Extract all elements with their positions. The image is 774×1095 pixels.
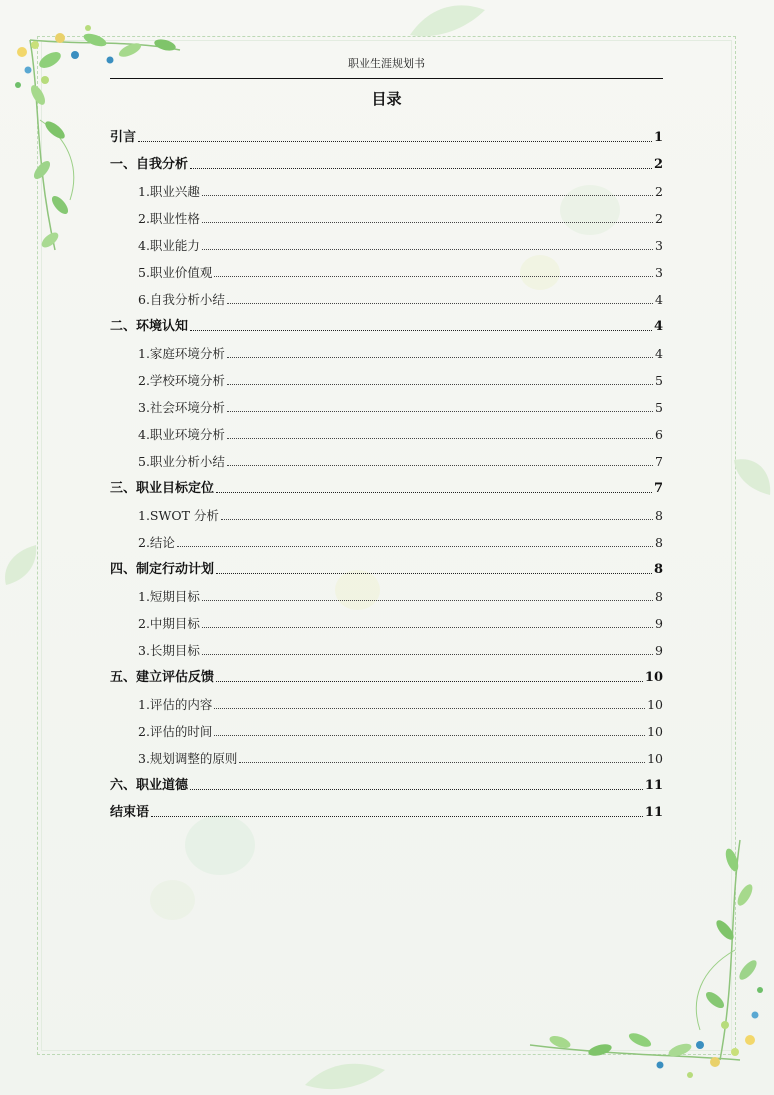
toc-entry[interactable] bbox=[110, 171, 663, 198]
toc-entry[interactable] bbox=[110, 657, 663, 684]
toc-entry-label: 2.评估的时间 bbox=[138, 724, 213, 739]
toc-entry[interactable] bbox=[110, 576, 663, 603]
toc-entry-label: 2.结论 bbox=[138, 535, 175, 550]
toc-entry-page: 9 bbox=[655, 643, 663, 658]
toc-entry-label: 4.职业环境分析 bbox=[138, 427, 225, 442]
toc-entry-label: 1.评估的内容 bbox=[138, 697, 213, 712]
toc-entry-label: 6.自我分析小结 bbox=[138, 292, 225, 307]
toc-dot-leader bbox=[216, 681, 643, 682]
toc-dot-leader bbox=[202, 222, 653, 223]
toc-entry[interactable] bbox=[110, 306, 663, 333]
toc-entry-label: 1.SWOT 分析 bbox=[138, 508, 219, 523]
toc-entry-page: 5 bbox=[655, 400, 663, 415]
toc-entry-label: 一、自我分析 bbox=[110, 157, 189, 172]
toc-entry-page: 8 bbox=[653, 562, 663, 577]
toc-entry-page: 6 bbox=[655, 427, 663, 442]
toc-entry-label: 1.职业兴趣 bbox=[138, 184, 200, 199]
toc-entry[interactable] bbox=[110, 387, 663, 414]
toc-entry[interactable] bbox=[110, 630, 663, 657]
toc-entry-page: 7 bbox=[655, 454, 663, 469]
toc-dot-leader bbox=[202, 195, 653, 196]
toc-entry-label: 4.职业能力 bbox=[138, 238, 200, 253]
toc-entry-page: 2 bbox=[655, 211, 663, 226]
toc-entry-page: 3 bbox=[655, 238, 663, 253]
toc-dot-leader bbox=[190, 789, 643, 790]
toc-dot-leader bbox=[190, 168, 652, 169]
toc-entry-page: 10 bbox=[647, 697, 663, 712]
toc-entry[interactable] bbox=[110, 765, 663, 792]
toc-entry-page: 2 bbox=[653, 157, 663, 172]
toc-entry-label: 3.规划调整的原则 bbox=[138, 751, 238, 766]
toc-entry-label: 5.职业分析小结 bbox=[138, 454, 225, 469]
toc-entry[interactable] bbox=[110, 279, 663, 306]
toc-entry-page: 2 bbox=[655, 184, 663, 199]
toc-entry-page: 10 bbox=[647, 724, 663, 739]
toc-entry-label: 引言 bbox=[110, 130, 137, 145]
toc-entry[interactable] bbox=[110, 333, 663, 360]
toc-entry-label: 五、建立评估反馈 bbox=[110, 670, 215, 685]
toc-entry-label: 六、职业道德 bbox=[110, 778, 189, 793]
toc-entry-page: 11 bbox=[644, 805, 663, 820]
toc-dot-leader bbox=[202, 627, 653, 628]
toc-entry-label: 三、职业目标定位 bbox=[110, 481, 215, 496]
toc-dot-leader bbox=[227, 384, 653, 385]
toc-entry[interactable] bbox=[110, 360, 663, 387]
leaf-top-icon bbox=[400, 0, 490, 40]
toc-entry[interactable] bbox=[110, 711, 663, 738]
header-rule bbox=[110, 78, 663, 79]
toc-entry[interactable] bbox=[110, 252, 663, 279]
toc-entry-page: 7 bbox=[653, 481, 663, 496]
toc-entry-page: 4 bbox=[653, 319, 663, 334]
toc-entry[interactable] bbox=[110, 549, 663, 576]
toc-entry-label: 2.学校环境分析 bbox=[138, 373, 225, 388]
toc-entry-page: 4 bbox=[655, 346, 663, 361]
toc-entry-label: 3.社会环境分析 bbox=[138, 400, 225, 415]
toc-dot-leader bbox=[214, 708, 645, 709]
toc-dot-leader bbox=[151, 816, 643, 817]
toc-entry-label: 结束语 bbox=[110, 805, 150, 820]
toc-entry-page: 8 bbox=[655, 589, 663, 604]
toc-entry-page: 8 bbox=[655, 535, 663, 550]
toc-dot-leader bbox=[177, 546, 653, 547]
toc-dot-leader bbox=[138, 141, 652, 142]
toc-entry-page: 11 bbox=[644, 778, 663, 793]
toc-entry[interactable] bbox=[110, 495, 663, 522]
toc-entry[interactable] bbox=[110, 414, 663, 441]
toc-dot-leader bbox=[227, 411, 653, 412]
page-header: 职业生涯规划书 bbox=[348, 57, 425, 70]
toc-dot-leader bbox=[239, 762, 645, 763]
toc-entry-label: 3.长期目标 bbox=[138, 643, 200, 658]
toc-dot-leader bbox=[202, 249, 653, 250]
toc-entry[interactable] bbox=[110, 117, 663, 144]
toc-dot-leader bbox=[227, 303, 653, 304]
toc-entry-label: 1.短期目标 bbox=[138, 589, 200, 604]
toc-entry-page: 4 bbox=[655, 292, 663, 307]
toc-dot-leader bbox=[227, 438, 653, 439]
toc-entry-page: 10 bbox=[647, 751, 663, 766]
toc-dot-leader bbox=[227, 465, 653, 466]
toc-entry[interactable] bbox=[110, 522, 663, 549]
leaf-left-icon bbox=[0, 540, 40, 590]
toc-entry[interactable] bbox=[110, 603, 663, 630]
toc-entry[interactable] bbox=[110, 198, 663, 225]
toc-dot-leader bbox=[190, 330, 652, 331]
toc-entry-label: 1.家庭环境分析 bbox=[138, 346, 225, 361]
table-of-contents bbox=[110, 117, 663, 819]
toc-title: 目录 bbox=[371, 90, 402, 108]
toc-dot-leader bbox=[216, 573, 652, 574]
leaf-bottom-icon bbox=[300, 1055, 390, 1095]
toc-entry[interactable] bbox=[110, 144, 663, 171]
toc-entry-label: 二、环境认知 bbox=[110, 319, 189, 334]
leaf-right-icon bbox=[730, 450, 774, 500]
toc-entry-page: 8 bbox=[655, 508, 663, 523]
toc-entry-page: 10 bbox=[644, 670, 663, 685]
toc-dot-leader bbox=[202, 654, 653, 655]
toc-entry-label: 四、制定行动计划 bbox=[110, 562, 215, 577]
toc-entry[interactable] bbox=[110, 684, 663, 711]
toc-entry-page: 1 bbox=[653, 130, 663, 145]
toc-entry[interactable] bbox=[110, 468, 663, 495]
toc-entry-label: 5.职业价值观 bbox=[138, 265, 213, 280]
toc-dot-leader bbox=[214, 735, 645, 736]
toc-entry-label: 2.职业性格 bbox=[138, 211, 200, 226]
toc-dot-leader bbox=[214, 276, 653, 277]
toc-entry[interactable] bbox=[110, 441, 663, 468]
toc-entry[interactable] bbox=[110, 792, 663, 819]
toc-dot-leader bbox=[221, 519, 653, 520]
toc-entry-page: 9 bbox=[655, 616, 663, 631]
toc-entry-page: 5 bbox=[655, 373, 663, 388]
toc-entry-page: 3 bbox=[655, 265, 663, 280]
toc-dot-leader bbox=[202, 600, 653, 601]
toc-dot-leader bbox=[227, 357, 653, 358]
toc-entry[interactable] bbox=[110, 738, 663, 765]
toc-entry-label: 2.中期目标 bbox=[138, 616, 200, 631]
leaf-vine-bottom-right-icon bbox=[520, 830, 774, 1095]
toc-dot-leader bbox=[216, 492, 652, 493]
toc-entry[interactable] bbox=[110, 225, 663, 252]
